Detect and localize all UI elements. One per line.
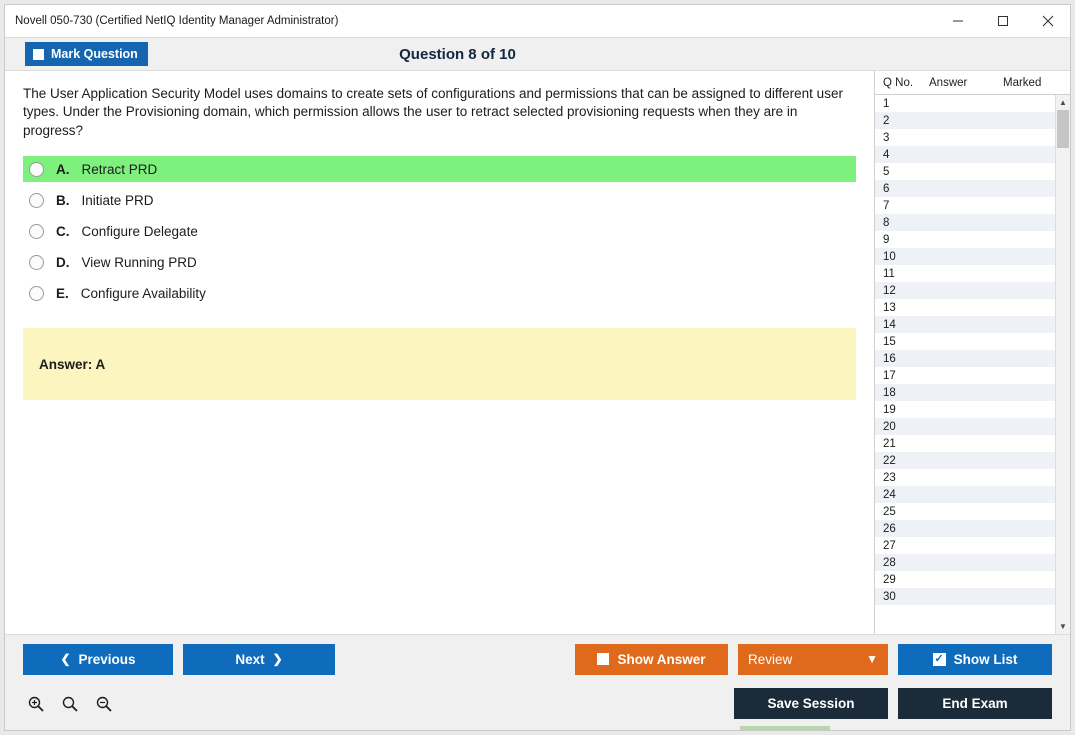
zoom-controls <box>23 691 117 717</box>
question-list-item[interactable] <box>875 333 1055 350</box>
question-list-item[interactable] <box>875 180 1055 197</box>
question-number: 15 <box>883 335 896 348</box>
question-number: 6 <box>883 182 890 195</box>
save-session-label: Save Session <box>767 695 855 711</box>
footer <box>5 634 1070 730</box>
zoom-out-icon[interactable] <box>91 691 117 717</box>
question-list-item[interactable] <box>875 435 1055 452</box>
close-icon[interactable] <box>1025 6 1070 36</box>
question-number: 25 <box>883 505 896 518</box>
choice-text: Initiate PRD <box>81 192 154 208</box>
radio-icon[interactable] <box>29 193 44 208</box>
choice-text: View Running PRD <box>81 254 197 270</box>
choice-letter: C. <box>56 223 70 239</box>
column-header-qno: Q No. <box>883 76 914 89</box>
question-number: 28 <box>883 556 896 569</box>
choice-text: Configure Delegate <box>81 223 198 239</box>
choice-letter: E. <box>56 285 69 301</box>
question-counter <box>5 46 1070 63</box>
question-list-item[interactable] <box>875 282 1055 299</box>
question-list-item[interactable] <box>875 554 1055 571</box>
titlebar <box>5 5 1070 37</box>
question-number: 9 <box>883 233 890 246</box>
question-list-item[interactable] <box>875 163 1055 180</box>
show-list-checkbox[interactable]: ✓ <box>934 652 944 665</box>
question-number: 19 <box>883 403 896 416</box>
question-number: 7 <box>883 199 890 212</box>
question-number: 14 <box>883 318 896 331</box>
chevron-down-icon: ▼ <box>866 652 878 666</box>
question-list-item[interactable] <box>875 146 1055 163</box>
question-number: 23 <box>883 471 896 484</box>
mark-question-checkbox[interactable] <box>33 49 44 60</box>
question-list-item[interactable] <box>875 129 1055 146</box>
mark-question-button[interactable] <box>25 42 148 66</box>
show-answer-label: Show Answer <box>617 651 706 667</box>
answer-box <box>23 328 856 400</box>
question-number: 17 <box>883 369 896 382</box>
scrollbar-track[interactable] <box>1056 110 1070 619</box>
choice-letter: B. <box>56 192 70 208</box>
question-number: 1 <box>883 97 890 110</box>
question-list-item[interactable] <box>875 571 1055 588</box>
choice-letter: A. <box>56 161 70 177</box>
question-list-item[interactable] <box>875 401 1055 418</box>
radio-icon[interactable] <box>29 162 44 177</box>
question-list-item[interactable] <box>875 537 1055 554</box>
question-number: 20 <box>883 420 896 433</box>
question-number: 18 <box>883 386 896 399</box>
window-title: Novell 050-730 (Certified NetIQ Identity Manager Administrator) <box>15 14 339 27</box>
question-list-header <box>875 71 1070 95</box>
exam-window <box>4 4 1071 731</box>
question-list-item[interactable] <box>875 503 1055 520</box>
question-list-body <box>875 95 1070 634</box>
show-answer-checkbox[interactable] <box>597 653 609 665</box>
question-number: 11 <box>883 267 895 280</box>
question-list-item[interactable] <box>875 469 1055 486</box>
question-list-item[interactable] <box>875 112 1055 129</box>
scroll-down-icon[interactable]: ▼ <box>1056 619 1070 634</box>
scroll-up-icon[interactable]: ▲ <box>1056 95 1070 110</box>
footer-row-secondary <box>23 683 1052 723</box>
question-number: 29 <box>883 573 896 586</box>
question-list-item[interactable] <box>875 265 1055 282</box>
question-list-panel <box>874 71 1070 634</box>
end-exam-button[interactable] <box>898 688 1052 719</box>
question-list-item[interactable] <box>875 486 1055 503</box>
radio-icon[interactable] <box>29 255 44 270</box>
column-header-answer: Answer <box>929 76 968 89</box>
choice-b[interactable] <box>23 187 856 213</box>
question-number: 27 <box>883 539 896 552</box>
maximize-icon[interactable] <box>980 6 1025 36</box>
question-number: 22 <box>883 454 896 467</box>
question-number: 4 <box>883 148 890 161</box>
scrollbar-thumb[interactable] <box>1057 110 1069 148</box>
question-list-item[interactable] <box>875 520 1055 537</box>
question-number: 12 <box>883 284 896 297</box>
question-list-item[interactable] <box>875 231 1055 248</box>
answer-label: Answer: A <box>39 356 106 372</box>
column-header-marked: Marked <box>1003 76 1042 89</box>
minimize-icon[interactable] <box>935 6 980 36</box>
question-number: 3 <box>883 131 890 144</box>
question-number: 8 <box>883 216 890 229</box>
choice-text: Configure Availability <box>80 285 206 301</box>
body <box>5 71 1070 634</box>
question-number: 16 <box>883 352 896 365</box>
review-dropdown[interactable] <box>738 644 888 675</box>
question-list-item[interactable] <box>875 299 1055 316</box>
mark-question-label: Mark Question <box>51 47 138 61</box>
question-number: 24 <box>883 488 896 501</box>
previous-button[interactable] <box>23 644 173 675</box>
question-list-item[interactable] <box>875 316 1055 333</box>
question-number: 26 <box>883 522 896 535</box>
question-list-item[interactable] <box>875 214 1055 231</box>
question-number: 30 <box>883 590 896 603</box>
question-list-rows[interactable] <box>875 95 1055 634</box>
chevron-left-icon: ❮ <box>60 652 71 666</box>
question-list-scrollbar[interactable] <box>1055 95 1070 634</box>
question-panel <box>5 71 874 634</box>
zoom-icon[interactable] <box>57 691 83 717</box>
question-list-item[interactable] <box>875 95 1055 112</box>
footer-row-primary <box>23 643 1052 675</box>
choice-text: Retract PRD <box>81 161 158 177</box>
review-label: Review <box>748 651 793 667</box>
question-counter-text: Question 8 of 10 <box>399 45 516 63</box>
next-label: Next <box>235 651 265 667</box>
choice-e[interactable] <box>23 280 856 306</box>
radio-icon[interactable] <box>29 224 44 239</box>
question-text: The User Application Security Model uses domains to create sets of configurations and permissions that can be assigned to different user types. Under the Provisioning domain, which permission allows the user to retract selected provisioning requests when they are in progress? <box>23 86 843 138</box>
choice-a[interactable] <box>23 156 856 182</box>
end-exam-label: End Exam <box>942 695 1008 711</box>
question-list-item[interactable] <box>875 197 1055 214</box>
save-session-button[interactable] <box>734 688 888 719</box>
question-number: 21 <box>883 437 896 450</box>
question-number: 10 <box>883 250 896 263</box>
choice-c[interactable] <box>23 218 856 244</box>
status-accent <box>740 726 830 730</box>
choice-d[interactable] <box>23 249 856 275</box>
show-answer-button[interactable] <box>575 644 728 675</box>
zoom-in-icon[interactable] <box>23 691 49 717</box>
question-list-item[interactable] <box>875 248 1055 265</box>
question-list-item[interactable] <box>875 384 1055 401</box>
header-bar <box>5 37 1070 71</box>
question-list-item[interactable] <box>875 418 1055 435</box>
question-list-item[interactable] <box>875 350 1055 367</box>
question-list-item[interactable] <box>875 367 1055 384</box>
choice-letter: D. <box>56 254 70 270</box>
radio-icon[interactable] <box>29 286 44 301</box>
question-number: 2 <box>883 114 890 127</box>
question-number: 13 <box>883 301 896 314</box>
question-list-item[interactable] <box>875 588 1055 605</box>
next-button[interactable] <box>183 644 335 675</box>
show-list-button[interactable] <box>898 644 1052 675</box>
show-list-label: Show List <box>953 651 1018 667</box>
chevron-right-icon: ❯ <box>272 652 283 666</box>
question-number: 5 <box>883 165 890 178</box>
question-list-item[interactable] <box>875 452 1055 469</box>
previous-label: Previous <box>78 651 136 667</box>
